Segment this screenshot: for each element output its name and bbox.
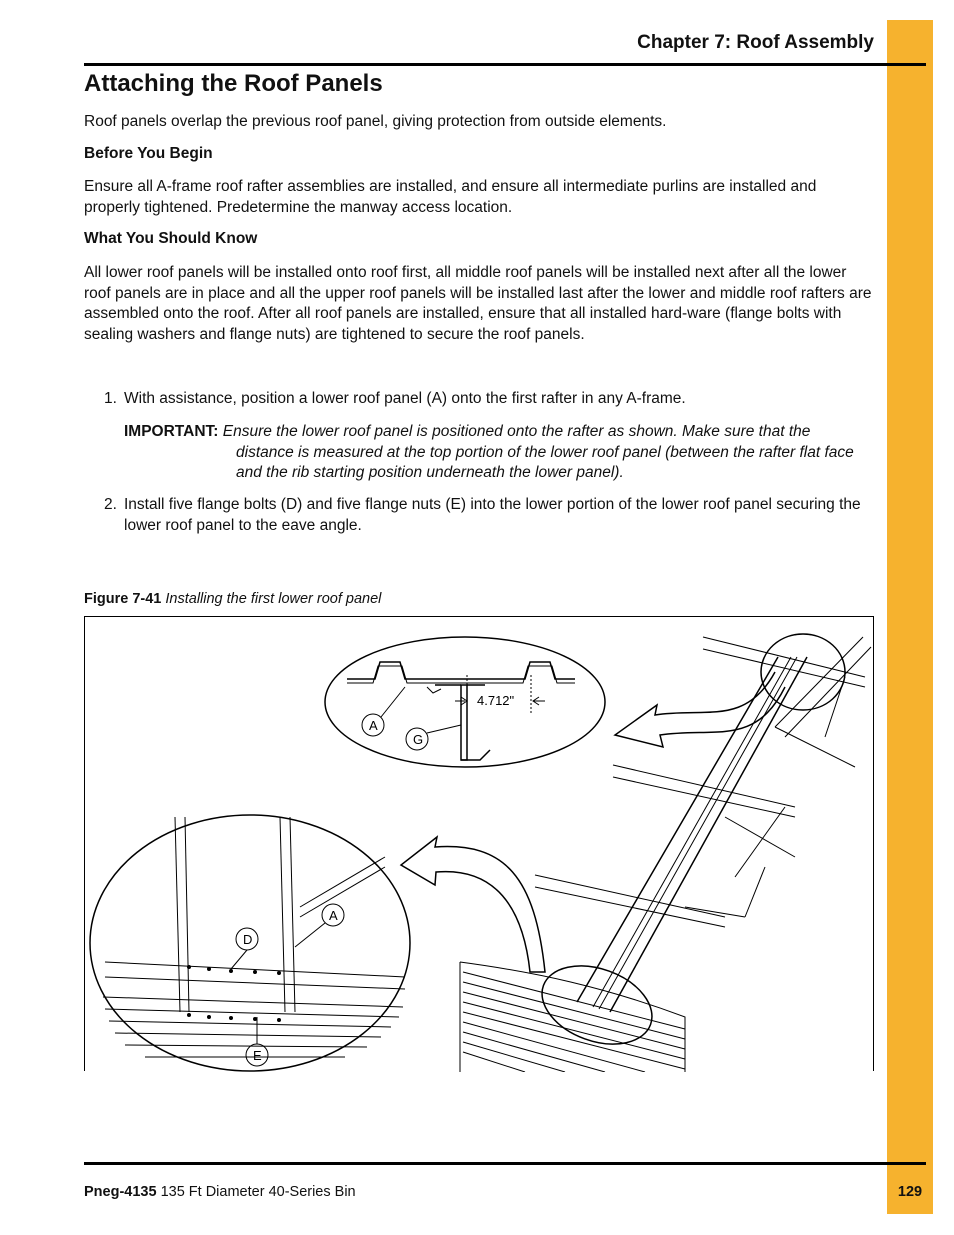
important-text-first: Ensure the lower roof panel is positioned onto the rafter as shown. Make sure that the (222, 423, 811, 440)
footer-document (84, 1184, 356, 1200)
callout-e-label: E (253, 1048, 262, 1063)
figure-number: Figure 7-41 (84, 591, 162, 607)
roof-panel-profile-inner (347, 666, 575, 683)
what-you-should-know-text: All lower roof panels will be installed onto roof first, all middle roof panels will be installed next after all the lower roof panels are in place and all the upper roof panels will be installed last after the lower and middle roof rafters are assembled onto the roof. After all roof panels are installed, ensure that all installed hard-ware (flange bolts with sealing washers and flange nuts) are tightened to secure the roof panels. (84, 264, 872, 343)
footer-rule (84, 1162, 926, 1165)
chapter-side-tab (887, 20, 933, 1214)
roof-panel-illustration (85, 617, 875, 1072)
figure-frame (84, 616, 874, 1071)
figure-caption-text: Installing the first lower roof panel (165, 591, 382, 607)
step-number: 1. (104, 390, 117, 407)
footer-doc-id: Pneg-4135 (84, 1184, 157, 1200)
callout-a-top-label: A (369, 718, 378, 733)
callout-d-label: D (243, 932, 253, 947)
callout-g-label: G (413, 732, 424, 747)
page-number: 129 (897, 1184, 923, 1200)
panel-rib-start (427, 687, 441, 693)
callout-a-bottom-label: A (329, 908, 338, 923)
dimension-label: 4.712" (477, 693, 515, 708)
section-title: Attaching the Roof Panels (84, 70, 383, 97)
step-number: 2. (104, 496, 117, 513)
step-2 (104, 495, 874, 536)
footer-doc-title: 135 Ft Diameter 40-Series Bin (160, 1184, 356, 1200)
curved-arrow-top (615, 672, 785, 747)
chapter-title: Chapter 7: Roof Assembly (637, 32, 874, 53)
what-you-should-know-heading: What You Should Know (84, 230, 258, 247)
step-text: Install five flange bolts (D) and five flange nuts (E) into the lower portion of the lower roof panel securing the lower roof panel to the eave angle. (124, 496, 861, 534)
important-label: IMPORTANT: (124, 423, 219, 440)
header-rule (84, 63, 926, 66)
intro-paragraph: Roof panels overlap the previous roof panel, giving protection from outside elements. (84, 113, 667, 130)
roof-panel-profile (347, 662, 575, 679)
important-note (124, 422, 874, 484)
step-1 (104, 389, 874, 410)
rafter-assembly (460, 637, 871, 1072)
before-you-begin-heading: Before You Begin (84, 145, 213, 162)
dimension-arrow-right (533, 697, 545, 705)
rafter-web (461, 685, 467, 760)
before-you-begin-text: Ensure all A-frame roof rafter assemblies are installed, and ensure all intermediate purlins are installed and properly tightened. Predetermine the manway access location. (84, 178, 817, 216)
figure-caption (84, 591, 381, 607)
step-text: With assistance, position a lower roof panel (A) onto the first rafter in any A-frame. (124, 390, 686, 407)
important-text-rest: distance is measured at the top portion of the lower roof panel (between the rafter flat face and the rib starting position underneath the lower panel). (236, 443, 854, 481)
curved-arrow-bottom (401, 837, 545, 972)
